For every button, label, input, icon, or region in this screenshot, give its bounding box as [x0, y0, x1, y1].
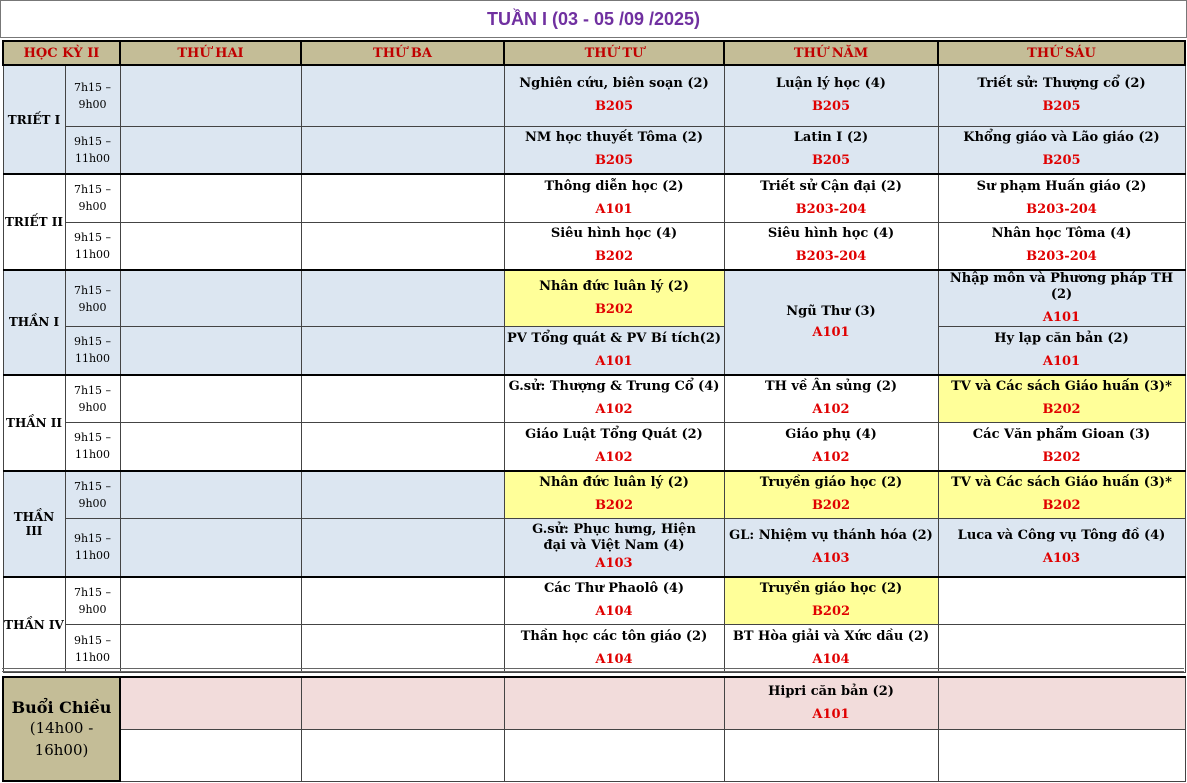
course-name: PV Tổng quát & PV Bí tích(2): [506, 330, 722, 346]
empty-cell: [120, 577, 301, 625]
room-code: A102: [812, 402, 850, 418]
section-divider: [2, 668, 1184, 672]
time-slot: 7h15 – 9h00: [65, 65, 120, 126]
course-name: Triết sử Cận đại (2): [760, 178, 902, 194]
afternoon-label: [3, 677, 120, 781]
empty-cell: [120, 625, 301, 673]
header-row: [3, 41, 1185, 65]
afternoon-table: [2, 676, 1186, 782]
term-header: HỌC KỲ II: [3, 41, 120, 65]
empty-cell: [301, 126, 504, 174]
empty-cell: [938, 677, 1185, 729]
room-code: B202: [811, 498, 851, 514]
time-slot: 9h15 – 11h00: [65, 327, 120, 375]
room-code: A103: [595, 556, 633, 572]
class-cell: [938, 222, 1185, 270]
class-cell: [724, 126, 938, 174]
time-slot: 7h15 – 9h00: [65, 375, 120, 423]
room-code: A101: [812, 324, 850, 340]
class-cell: [504, 471, 724, 519]
class-cell: [724, 519, 938, 577]
course-name: Khổng giáo và Lão giáo (2): [963, 130, 1160, 146]
course-name: NM học thuyết Tôma (2): [524, 130, 704, 146]
table-row: [3, 519, 1185, 577]
course-name: Nhập môn và Phương pháp TH (2): [949, 271, 1174, 302]
afternoon-time: (14h00 - 16h00): [29, 718, 94, 759]
class-cell: [938, 126, 1185, 174]
table-row: [3, 222, 1185, 270]
class-cell: [938, 270, 1185, 327]
class-cell: [504, 423, 724, 471]
course-name: Siêu hình học (4): [767, 226, 895, 242]
class-cell: [724, 423, 938, 471]
course-name: GL: Nhiệm vụ thánh hóa (2): [729, 527, 933, 543]
empty-cell: [120, 327, 301, 375]
class-cell: [724, 375, 938, 423]
course-name: Siêu hình học (4): [550, 226, 678, 242]
class-cell: [724, 270, 938, 375]
course-name: Thần học các tôn giáo (2): [520, 629, 708, 644]
course-name: G.sử: Thượng & Trung Cổ (4): [508, 379, 720, 395]
class-cell: [938, 375, 1185, 423]
class-cell: [504, 174, 724, 222]
empty-cell: [120, 729, 301, 781]
table-row: [3, 677, 1185, 729]
empty-cell: [120, 423, 301, 471]
group-label: TRIẾT I: [3, 65, 65, 174]
table-row: [3, 174, 1185, 222]
empty-cell: [301, 729, 504, 781]
course-name: Triết sử: Thượng cổ (2): [977, 76, 1146, 92]
class-cell: [938, 423, 1185, 471]
table-row: [3, 471, 1185, 519]
course-name: Thông diễn học (2): [544, 178, 684, 194]
day-header-wed: THỨ TƯ: [504, 41, 724, 65]
class-cell: [724, 625, 938, 673]
empty-cell: [120, 677, 301, 729]
empty-cell: [724, 729, 938, 781]
course-name: Hy lạp căn bản (2): [994, 330, 1129, 346]
class-cell: [504, 65, 724, 126]
course-name: Nhân học Tôma (4): [991, 226, 1132, 242]
course-name: TV và Các sách Giáo huấn (3)*: [951, 379, 1172, 395]
room-code: A103: [1042, 550, 1081, 566]
course-name: Latin I (2): [793, 130, 869, 146]
group-label: THẦN I: [3, 270, 65, 375]
room-code: B202: [594, 249, 634, 265]
room-code: A104: [595, 604, 633, 620]
course-name: Luận lý học (4): [776, 76, 886, 92]
course-name: BT Hòa giải và Xức dầu (2): [732, 629, 930, 644]
room-code: B202: [594, 498, 634, 514]
room-code: A101: [1042, 353, 1081, 369]
empty-cell: [301, 222, 504, 270]
time-slot: 7h15 – 9h00: [65, 174, 120, 222]
week-title: TUẦN I (03 - 05 /09 /2025): [0, 0, 1187, 38]
course-name: G.sử: Phục hưng, Hiện đại và Việt Nam (4): [532, 522, 696, 554]
class-cell: [938, 519, 1185, 577]
time-slot: 9h15 –11h00: [65, 423, 120, 471]
day-header-tue: THỨ BA: [301, 41, 504, 65]
class-cell: [504, 519, 724, 577]
class-cell: [724, 471, 938, 519]
course-name: Ngũ Thư (3): [786, 303, 876, 319]
table-row: [3, 327, 1185, 375]
room-code: B205: [594, 99, 634, 115]
room-code: B202: [1042, 402, 1081, 418]
course-name: Hipri căn bản (2): [768, 683, 894, 699]
class-cell: [504, 126, 724, 174]
room-code: A102: [595, 402, 633, 418]
time-slot: 7h15 – 9h00: [65, 270, 120, 327]
time-slot: 7h15 – 9h00: [65, 471, 120, 519]
empty-cell: [120, 174, 301, 222]
room-code: A101: [1042, 310, 1081, 325]
day-header-mon: THỨ HAI: [120, 41, 301, 65]
empty-cell: [120, 222, 301, 270]
empty-cell: [301, 677, 504, 729]
class-cell: [504, 625, 724, 673]
room-code: A101: [595, 353, 633, 369]
room-code: B203-204: [1026, 201, 1097, 217]
empty-cell: [120, 375, 301, 423]
empty-cell: [938, 577, 1185, 625]
table-row: [3, 625, 1185, 673]
group-label: THẦN II: [3, 375, 65, 471]
day-header-thu: THỨ NĂM: [724, 41, 938, 65]
empty-cell: [301, 327, 504, 375]
table-row: [3, 126, 1185, 174]
empty-cell: [301, 375, 504, 423]
room-code: B205: [1042, 99, 1081, 115]
class-cell: [724, 222, 938, 270]
class-cell: [724, 65, 938, 126]
empty-cell: [120, 519, 301, 577]
room-code: A104: [812, 652, 850, 667]
room-code: B203-204: [795, 201, 867, 217]
class-cell: [504, 375, 724, 423]
class-cell: [504, 577, 724, 625]
course-name: Các Văn phẩm Gioan (3): [972, 426, 1151, 442]
empty-cell: [938, 729, 1185, 781]
room-code: B202: [1042, 498, 1081, 514]
group-label: THẦN III: [3, 471, 65, 577]
class-cell: [724, 174, 938, 222]
room-code: B202: [1042, 449, 1081, 465]
timetable: [2, 40, 1186, 673]
time-slot: 9h15 – 11h00: [65, 222, 120, 270]
empty-cell: [120, 126, 301, 174]
room-code: B205: [594, 153, 634, 169]
room-code: B203-204: [795, 249, 867, 265]
empty-cell: [120, 471, 301, 519]
room-code: A101: [812, 706, 850, 722]
class-cell: [504, 222, 724, 270]
empty-cell: [301, 423, 504, 471]
room-code: B205: [811, 153, 851, 169]
table-row: [3, 270, 1185, 327]
room-code: A102: [812, 449, 850, 465]
room-code: A104: [595, 652, 633, 667]
course-name: Giáo Luật Tổng Quát (2): [525, 426, 703, 442]
room-code: A103: [812, 550, 850, 566]
empty-cell: [301, 65, 504, 126]
time-slot: 7h15 – 9h00: [65, 577, 120, 625]
empty-cell: [301, 471, 504, 519]
room-code: B205: [1042, 153, 1081, 169]
empty-cell: [938, 625, 1185, 673]
course-name: Giáo phụ (4): [785, 426, 877, 442]
course-name: Nhân đức luân lý (2): [539, 279, 689, 294]
empty-cell: [301, 577, 504, 625]
course-name: Sư phạm Huấn giáo (2): [976, 178, 1147, 194]
course-name: TH về Ân sủng (2): [764, 379, 898, 395]
table-row: [3, 577, 1185, 625]
class-cell: [724, 677, 938, 729]
class-cell: [938, 327, 1185, 375]
group-label: TRIẾT II: [3, 174, 65, 270]
room-code: A102: [595, 449, 633, 465]
table-row: [3, 375, 1185, 423]
course-name: Truyền giáo học (2): [759, 581, 903, 597]
room-code: A101: [595, 201, 633, 217]
time-slot: 9h15 – 11h00: [65, 126, 120, 174]
group-label: THẦN IV: [3, 577, 65, 673]
day-header-fri: THỨ SÁU: [938, 41, 1185, 65]
table-row: [3, 423, 1185, 471]
afternoon-title: Buổi Chiều: [11, 697, 112, 717]
room-code: B205: [811, 99, 851, 115]
course-name: TV và Các sách Giáo huấn (3)*: [951, 475, 1172, 491]
course-name: Nhân đức luân lý (2): [539, 475, 689, 491]
course-name: Nghiên cứu, biên soạn (2): [519, 76, 709, 92]
course-name: Truyền giáo học (2): [759, 475, 903, 491]
room-code: B203-204: [1026, 249, 1097, 265]
room-code: B202: [594, 302, 634, 317]
empty-cell: [301, 519, 504, 577]
class-cell: [724, 577, 938, 625]
class-cell: [938, 65, 1185, 126]
empty-cell: [301, 625, 504, 673]
class-cell: [504, 270, 724, 327]
table-row: [3, 65, 1185, 126]
course-name: Luca và Công vụ Tông đồ (4): [957, 527, 1166, 543]
course-name: Các Thư Phaolô (4): [543, 581, 685, 597]
empty-cell: [504, 729, 724, 781]
table-row: [3, 729, 1185, 781]
class-cell: [504, 327, 724, 375]
empty-cell: [120, 270, 301, 327]
empty-cell: [120, 65, 301, 126]
class-cell: [938, 174, 1185, 222]
time-slot: 9h15 – 11h00: [65, 625, 120, 673]
empty-cell: [301, 270, 504, 327]
empty-cell: [301, 174, 504, 222]
room-code: B202: [811, 604, 851, 620]
class-cell: [938, 471, 1185, 519]
time-slot: 9h15 – 11h00: [65, 519, 120, 577]
empty-cell: [504, 677, 724, 729]
